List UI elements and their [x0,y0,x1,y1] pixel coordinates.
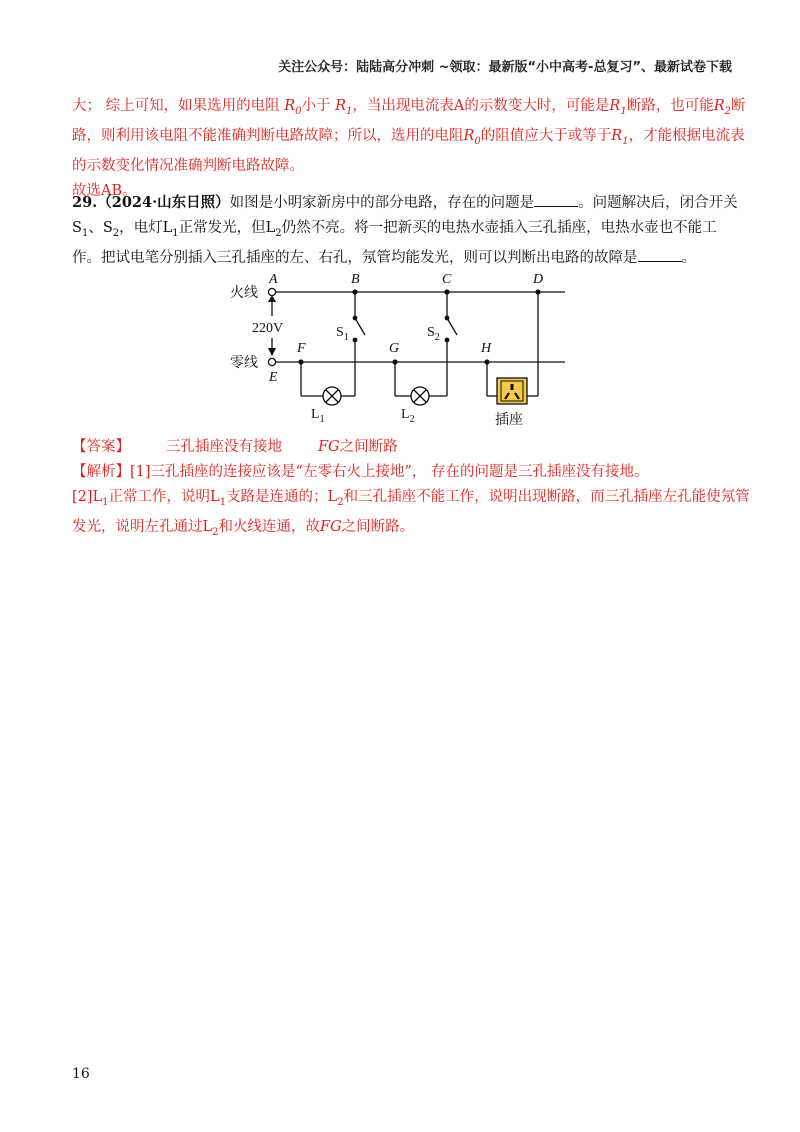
prev-line-2: 路，则利用该电阻不能准确判断电路故障；所以，选用的电阻$R_0$的阻值应大于或等于$R_1$，才能根据电流表 [72,127,745,147]
label-s2: $S_2$ [427,325,440,343]
live-wire-label: 火线 [230,286,258,301]
question-source: （2024·山东日照） [97,194,230,211]
question-29 [72,190,738,271]
question-number: 29. [72,194,98,211]
label-d: D [533,272,544,287]
circuit-diagram [225,268,585,438]
analysis-line-2: $[2]L_1$正常工作，说明$L_1$支路是连通的；$L_2$和三孔插座不能工作，说明出现断路，而三孔插座左孔能使氖管 [72,489,750,508]
label-e: E [269,370,278,385]
terminal-a [268,288,275,295]
answer-section [72,435,750,545]
analysis-label: 【解析】 [72,464,130,480]
label-f: F [297,341,306,356]
question-line-2: $S_1$、$S_2$，电灯$L_1$正常发光，但$L_2$仍然不亮。将一把新买的电热水壶插入三孔插座，电热水壶也不能工 [72,220,717,239]
question-line-1: 29.（2024·山东日照）如图是小明家新房中的部分电路，存在的问题是 。问题解决后，闭合开关 [72,194,738,211]
answer-blank-2 [638,247,682,262]
label-s1: $S_1$ [336,325,349,343]
answer-line [72,435,732,460]
voltage-label: 220V [252,321,284,336]
switch-s1 [355,318,365,335]
socket-label: 插座 [495,413,523,428]
answer-label: 【答案】 [72,439,130,455]
label-a: A [269,272,278,287]
label-h: H [481,341,492,356]
page-number: 16 [72,1066,90,1082]
neutral-wire-label: 零线 [230,356,258,371]
analysis-line-3: 发光，说明左孔通过$L_2$和火线连通，故FG之间断路。 [72,518,415,538]
previous-analysis [72,94,746,204]
prev-line-4: 故选AB。 [72,182,137,199]
terminal-e [268,358,275,365]
label-l1: $L_1$ [311,407,325,425]
label-g: G [389,341,400,356]
answer-1: 三孔插座没有接地 [166,439,282,455]
analysis-line-1: 【解析】[1]三孔插座的连接应该是“左零右火上接地”， 存在的问题是三孔插座没有接地。 [72,464,649,480]
answer-2-fg: FG [318,439,340,455]
switch-s2 [447,318,457,335]
answer-blank-1 [534,192,578,207]
page-header: 关注公众号：陆陆高分冲刺 ~领取：最新版“小中高考-总复习”、最新试卷下载 [278,60,732,75]
prev-line-1: 大； 综上可知，如果选用的电阻 $R_0$小于 $R_1$，当出现电流表A的示数变大时，可能是$R_1$断路，也可能$R_2$断 [72,98,746,117]
label-l2: $L_2$ [401,407,415,425]
answer-2: 之间断路 [339,439,398,455]
label-b: B [351,272,360,287]
question-line-3: 作。把试电笔分别插入三孔插座的左、右孔，氖管均能发光，则可以判断出电路的故障是 。 [72,246,732,271]
label-c: C [442,272,452,287]
prev-line-3: 的示数变化情况准确判断电路故障。 [72,157,304,174]
